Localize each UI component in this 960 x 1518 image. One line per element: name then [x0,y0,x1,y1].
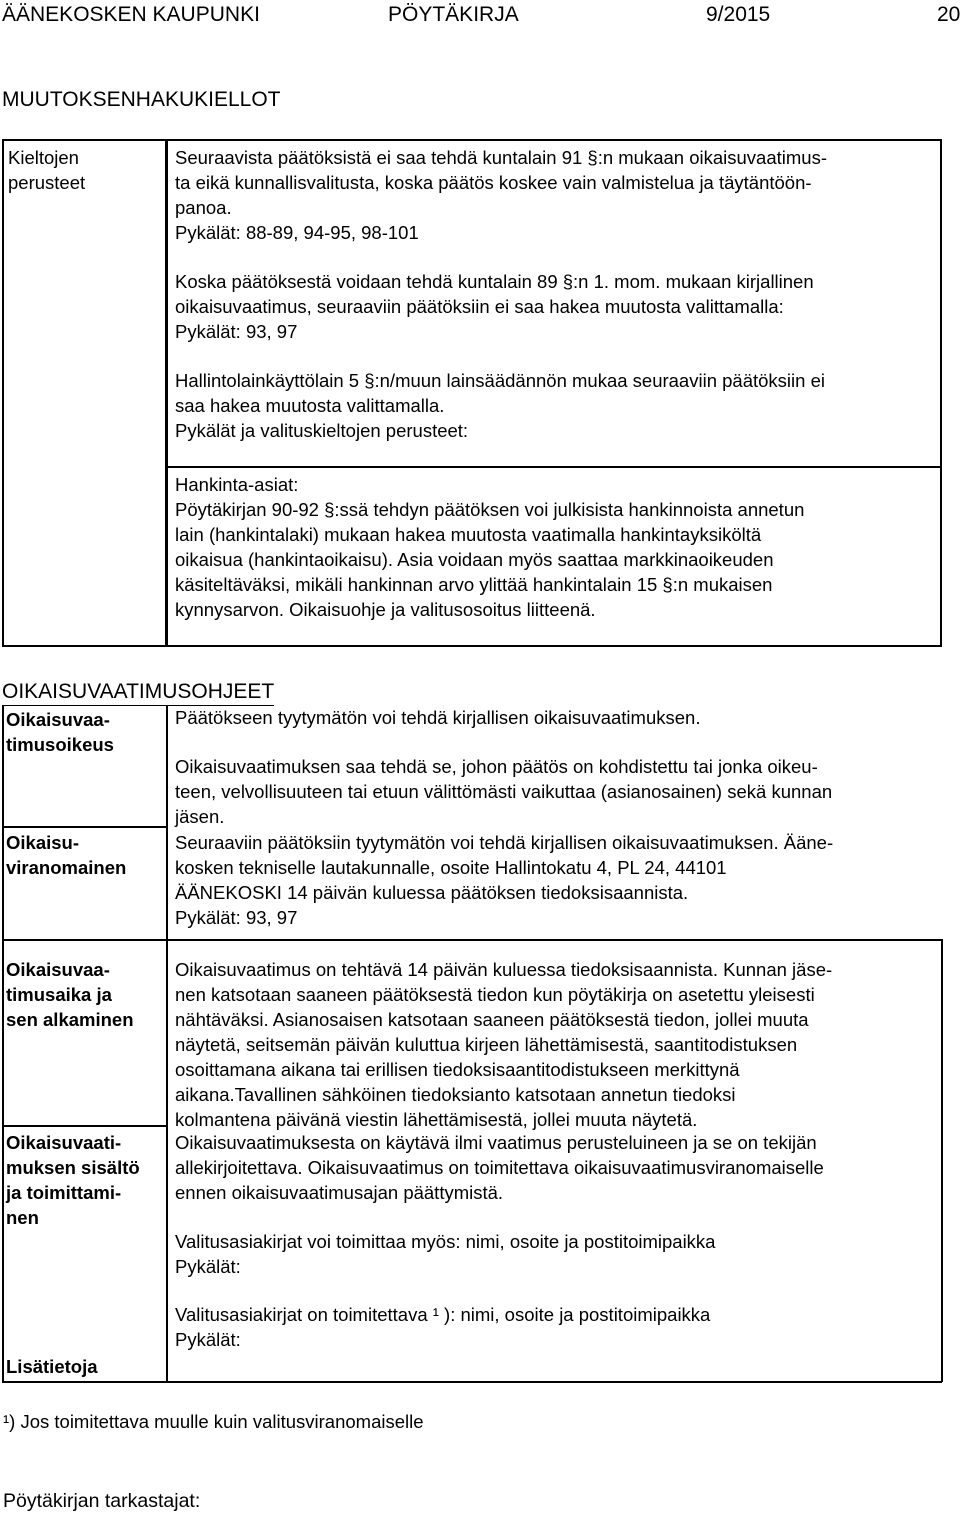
label-line: sen alkaminen [6,1009,134,1030]
procurement-divider [167,466,941,468]
label-authority [6,830,126,880]
text-line: ennen oikaisuvaatimusajan päättymistä. [175,1182,504,1203]
issue-number: 9/2015 [706,3,771,26]
minutes-reviewers: Pöytäkirjan tarkastajat: [3,1490,201,1512]
text-line: kosken tekniselle lautakunnalle, osoite Hallintokatu 4, PL 24, 44101 [175,857,727,878]
text-line: allekirjoitettava. Oikaisuvaatimus on toimitettava oikaisuvaatimusviranomaiselle [175,1157,824,1178]
text-line: käsiteltäväksi, mikäli hankinnan arvo ylittää hankintalain 15 §:n mukaisen [175,574,773,595]
text-line: Koska päätöksestä voidaan tehdä kuntalain 89 §:n 1. mom. mukaan kirjallinen [175,271,814,292]
text-line: Seuraavista päätöksistä ei saa tehdä kuntalain 91 §:n mukaan oikaisuvaatimus- [175,147,827,168]
label-line: Oikaisuvaa- [6,709,110,730]
label-extra-info: Lisätietoja [6,1356,98,1377]
spacer [175,730,937,754]
text-line: Valitusasiakirjat on toimitettava ¹ ): nimi, osoite ja postitoimipaikka [175,1304,711,1325]
appeal-bans-divider [165,139,168,647]
text-line: kynnysarvon. Oikaisuohje ja valitusosoitus liitteenä. [175,599,596,620]
label-divider [166,705,168,1382]
label-line: Oikaisuvaa- [6,959,110,980]
procurement-text [175,472,937,622]
label-line: ja toimittami- [6,1182,122,1203]
text-line: Pykälät: [175,1256,241,1277]
procurement-title: Hankinta-asiat: [175,474,299,495]
footnote: ¹) Jos toimitettava muulle kuin valitusviranomaiselle [3,1411,424,1432]
text-line: saa hakea muutosta valittamalla. [175,395,445,416]
text-line: Pykälät: [175,1329,241,1350]
text-line: Pykälät ja valituskieltojen perusteet: [175,420,469,441]
bottom-border [2,1381,942,1383]
text-line: nen katsotaan saaneen päätöksestä tiedon kun pöytäkirja on asetettu yleisesti [175,984,815,1005]
section-title-instructions: OIKAISUVAATIMUSOHJEET [2,679,274,706]
text-line: Hallintolainkäyttölain 5 §:n/muun lainsäädännön mukaa seuraaviin päätöksiin ei [175,370,825,391]
doc-type: PÖYTÄKIRJA [388,3,519,26]
row-divider [2,1125,167,1127]
row-divider [2,939,942,941]
content-text [175,1130,937,1205]
spacer [175,344,937,368]
label-line: Oikaisu- [6,832,79,853]
submission-info [175,1229,937,1279]
text-line: Oikaisuvaatimuksesta on käytävä ilmi vaatimus perusteluineen ja se on tekijän [175,1132,817,1153]
page-number: 20 [937,3,960,26]
text-line: oikaisuvaatimus, seuraaviin päätöksiin ei saa hakea muutosta valittamalla: [175,296,784,317]
text-line: osoittamana aikana tai erillisen tiedoksisaantitodistukseen merkittynä [175,1059,740,1080]
label-right-to-claim [6,707,114,757]
text-line: Pöytäkirjan 90-92 §:ssä tehdyn päätöksen voi julkisista hankinnoista annetun [175,499,805,520]
right-border [941,939,943,1382]
org-name: ÄÄNEKOSKEN KAUPUNKI [2,3,260,26]
text-line: näytetä, seitsemän päivän kuluttua kirjeen lähettämisestä, saantitodistuksen [175,1034,798,1055]
authority-text [175,830,937,930]
label-line: muksen sisältö [6,1157,140,1178]
left-border [2,705,4,1382]
text-line: Pykälät: 93, 97 [175,907,298,928]
text-line: Seuraaviin päätöksiin tyytymätön voi tehdä kirjallisen oikaisuvaatimuksen. Ääne- [175,832,834,853]
text-line: aikana.Tavallinen sähköinen tiedoksianto katsotaan annetun tiedoksi [175,1084,736,1105]
text-line: Oikaisuvaatimuksen saa tehdä se, johon päätös on kohdistettu tai jonka oikeu- [175,756,818,777]
text-line: Valitusasiakirjat voi toimittaa myös: nimi, osoite ja postitoimipaikka [175,1231,716,1252]
right-to-claim-text [175,705,937,829]
text-line: jäsen. [175,806,225,827]
text-line: ta eikä kunnallisvalitusta, koska päätös koskee vain valmistelua ja täytäntöön- [175,172,812,193]
row-divider [2,826,167,828]
appeal-bans-text [175,145,937,443]
spacer [175,245,937,269]
text-line: Päätökseen tyytymätön voi tehdä kirjallisen oikaisuvaatimuksen. [175,707,701,728]
text-line: lain (hankintalaki) mukaan hakea muutosta vaatimalla hankintayksiköltä [175,524,762,545]
label-time-limit [6,957,134,1032]
submission-required [175,1302,937,1352]
side-label-grounds [8,145,85,195]
section-title-appeal-bans: MUUTOKSENHAKUKIELLOT [2,88,281,111]
label-line: nen [6,1207,39,1228]
text-line: oikaisua (hankintaoikaisu). Asia voidaan myös saattaa markkinaoikeuden [175,549,774,570]
text-line: Oikaisuvaatimus on tehtävä 14 päivän kuluessa tiedoksisaannista. Kunnan jäse- [175,959,833,980]
text-line: Pykälät: 93, 97 [175,321,298,342]
side-label-line: Kieltojen [8,147,79,168]
time-limit-text [175,957,937,1132]
text-line: nähtäväksi. Asianosaisen katsotaan saaneen päätöksestä tiedon, jollei muuta [175,1009,809,1030]
text-line: Pykälät: 88-89, 94-95, 98-101 [175,222,419,243]
label-line: timusoikeus [6,734,114,755]
label-line: Oikaisuvaati- [6,1132,122,1153]
text-line: panoa. [175,197,232,218]
label-line: timusaika ja [6,984,112,1005]
label-content [6,1130,140,1230]
text-line: ÄÄNEKOSKI 14 päivän kuluessa päätöksen tiedoksisaannista. [175,882,689,903]
text-line: teen, velvollisuuteen tai etuun välittömästi vaikuttaa (asianosainen) sekä kunnan [175,781,833,802]
label-line: viranomainen [6,857,127,878]
side-label-line: perusteet [8,172,86,193]
text-line: kolmantena päivänä viestin lähettämisestä, jollei muuta näytetä. [175,1109,698,1130]
